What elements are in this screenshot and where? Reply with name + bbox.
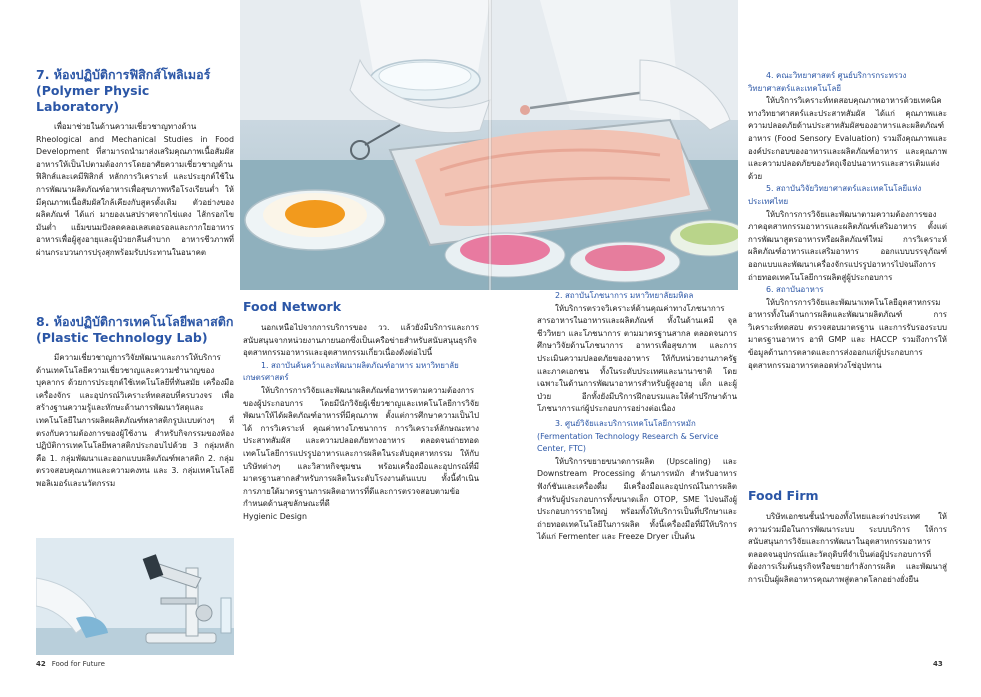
- item-2-title: 2. สถาบันโภชนาการ มหาวิทยาลัยมหิดล: [555, 291, 694, 300]
- left-page-number: 42: [36, 660, 46, 668]
- section-8-title-en: (Plastic Technology Lab): [36, 330, 208, 345]
- item-6-body: ให้บริการการวิจัยและพัฒนาเทคโนโลยีอุตสาหกรรมอาหารทั้งในด้านการผลิตและพัฒนาผลิตภัณฑ์ การวิเคราะห์ทดสอบ ตรวจสอบมาตรฐาน และการรับรองระบบมาตรฐานอาหาร อาทิ GMP และ HACCP รวมถึงการให้ข้อมูลด้านการตลาดและการส่งออกแก่ผู้ประกอบการอุตสาหกรรมอาหารตลอดห่วงโซ่อุปทาน: [748, 297, 947, 370]
- item-3-body: ให้บริการขยายขนาดการผลิต (Upscaling) และ Downstream Processing ด้านการหมัก สำหรับอาหารฟังก์ชันและเครื่องดื่ม มีเครื่องมือและอุปกรณ์ในการผลิตสำหรับผู้ประกอบการทั้งขนาดเล็ก OTOP, SME ไปจนถึงผู้ประกอบการรายใหญ่ พร้อมทั้งให้บริการเป็นที่ปรึกษาและถ่ายทอดเทคโนโลยีในการผลิต ทั้งนี้เครื่องมือที่มีให้บริการ ได้แก่ Fermenter และ Freeze Dryer เป็นต้น: [537, 456, 737, 542]
- item-4-body: ให้บริการวิเคราะห์ทดสอบคุณภาพอาหารด้วยเทคนิคทางวิทยาศาสตร์และประสาทสัมผัส ได้แก่ คุณภาพและความปลอดภัยด้านประสาทสัมผัสของอาหารและผลิตภัณฑ์อาหาร (Food Sensory Evaluation) รวมถึงคุณภาพและองค์ประกอบของอาหารและผลิตภัณฑ์อาหาร และคุณภาพและความปลอดภัยของวัตถุเจือปนอาหารและสารเติมแต่งด้วย: [748, 96, 947, 181]
- food-firm-section: [748, 488, 947, 587]
- section-8: [36, 314, 234, 491]
- section-7-body: เพื่อมาช่วยในด้านความเชี่ยวชาญทางด้าน Rheological and Mechanical Studies in Food Development ที่สามารถนำมาส่งเสริมคุณภาพเนื้อสัมผัสอาหารให้เป็นไปตามต้องการโดยอาศัยความเชี่ยวชาญด้านฟิสิกส์และเคมีฟิสิกส์ หลักการวิเคราะห์ และประยุกต์ใช้ในการพัฒนาผลิตภัณฑ์อาหารเพื่อสุขภาพหรือโรงเรียนต่ำ ให้มีคุณภาพเนื้อสัมผัสใกล้เคียงกับสูตรดั้งเดิม ตัวอย่างของผลิตภัณฑ์ ได้แก่ มายองเนสปราศจากไข่แดง ไส้กรอกไขมันต่ำ แย้มขนมปังลดคลอเลสเตอรอลและกากใยอาหาร อาหารเพื่อผู้สูงอายุและผู้ป่วยกลืนลำบาก อาหารชีวภาพที่ผ่านกระบวนการปรุงสุกพร้อมรับประทานในอนาคต: [36, 122, 234, 257]
- right-col-b: [748, 70, 947, 372]
- right-footer: [933, 660, 949, 668]
- food-network-intro: นอกเหนือไปจากการบริการของ วว. แล้วยังมีบริการและการสนับสนุนจากหน่วยงานภายนอกซึ่งเป็นเครือข่ายสำหรับสนับสนุนธุรกิจอุตสาหกรรมอาหารและอุตสาหกรรมเกี่ยวเนื่องดังต่อไปนี้: [243, 323, 479, 358]
- left-footer: [36, 660, 105, 668]
- left-footer-label: Food for Future: [51, 660, 105, 668]
- item-1-end: Hygienic Design: [243, 511, 307, 521]
- food-firm-body: บริษัทเอกชนชั้นนำของทั้งไทยและต่างประเทศ ให้ความร่วมมือในการพัฒนาระบบ ระบบบริการ ให้การสนับสนุนการวิจัยและการพัฒนาในอุตสาหกรรมอาหาร ตลอดจนอุปกรณ์และวัตถุดิบที่จำเป็นต่อผู้ประกอบการที่ต้องการเริ่มต้นธุรกิจหรือขยายกำลังการผลิต และพัฒนาสู่การเป็นผู้ผลิตอาหารคุณภาพสู่ตลาดโลกอย่างยั่งยืน: [748, 512, 947, 584]
- section-7: [36, 67, 234, 260]
- item-1-body: ให้บริการการวิจัยและพัฒนาผลิตภัณฑ์อาหารตามความต้องการของผู้ประกอบการ โดยมีนักวิจัยผู้เชี่ยวชาญและเทคโนโลยีการวิจัยพัฒนาให้ได้ผลิตภัณฑ์อาหารที่มีคุณภาพ ตั้งแต่การศึกษาความเป็นไปได้ การวิเคราะห์ คุณค่าทางโภชนาการ การวิเคราะห์ลักษณะทางประสาทสัมผัส และความปลอดภัยทางอาหาร ตลอดจนถ่ายทอดเทคโนโลยีการแปรรูปอาหารและการผลิตในระดับอุตสาหกรรม ให้กับบริษัทต่างๆ และวิสาหกิจชุมชน พร้อมเครื่องมือและอุปกรณ์ที่มีมาตรฐานสากลสำหรับการผลิตในระดับโรงงานต้นแบบ ทั้งนี้ดำเนินการภายใต้มาตรฐานการผลิตอาหารที่ดีและการตรวจสอบตามข้อกำหนดด้านสุขลักษณะที่ดี: [243, 385, 479, 509]
- food-network-heading: Food Network: [243, 299, 342, 314]
- food-network-column: [243, 299, 479, 524]
- item-4-title: 4. คณะวิทยาศาสตร์ ศูนย์บริการกระทรวงวิทยาศาสตร์และเทคโนโลยี: [748, 71, 907, 93]
- lab-photo: [36, 538, 234, 655]
- page-gutter: [488, 0, 492, 290]
- item-3-title: 3. ศูนย์วิจัยและบริการเทคโนโลยีการหมัก (Fermentation Technology Research & Service Center, FTC): [537, 418, 719, 454]
- section-8-title-th: 8. ห้องปฏิบัติการเทคโนโลยีพลาสติก: [36, 314, 234, 329]
- item-6-title: 6. สถาบันอาหาร: [766, 285, 824, 295]
- right-page-number: 43: [933, 660, 943, 668]
- item-5-title: 5. สถาบันวิจัยวิทยาศาสตร์และเทคโนโลยีแห่งประเทศไทย: [748, 184, 922, 206]
- microscope-illustration: [36, 538, 234, 655]
- item-5-body: ให้บริการการวิจัยและพัฒนาตามความต้องการของภาคอุตสาหกรรมอาหารและผลิตภัณฑ์เสริมอาหาร ตั้งแต่การพัฒนาสูตรอาหารหรือผลิตภัณฑ์ใหม่ การวิเคราะห์ผลิตภัณฑ์อาหารและเสริมอาหาร ออกแบบบรรจุภัณฑ์ ออกแบบและพัฒนาเครื่องจักรแปรรูปอาหารไปจนถึงการถ่ายทอดเทคโนโลยีการผลิตสู่ผู้ประกอบการ: [748, 209, 947, 282]
- right-col-a: [537, 290, 737, 544]
- item-2-body: ให้บริการตรวจวิเคราะห์ด้านคุณค่าทางโภชนาการ สารอาหารในอาหารและผลิตภัณฑ์ ทั้งในด้านเคมี จุลชีววิทยา และโภชนาการ ตามมาตรฐานสากล ตลอดจนการศึกษาวิจัยด้านโภชนาการ อาหารเพื่อสุขภาพ และการประเมินความปลอดภัยของอาหาร ให้กับหน่วยงานภาครัฐและภาคเอกชน ทั้งในระดับประเทศและนานาชาติ โดยเฉพาะในด้านการพัฒนาอาหารสำหรับผู้สูงอายุ เด็ก และผู้ป่วย อีกทั้งยังมีบริการฝึกอบรมและให้คำปรึกษาด้านโภชนาการแก่ผู้ประกอบการอย่างต่อเนื่อง: [537, 303, 737, 414]
- food-firm-heading: Food Firm: [748, 488, 819, 503]
- section-7-title-en: (Polymer Physic Laboratory): [36, 83, 150, 114]
- section-7-title-th: 7. ห้องปฏิบัติการฟิสิกส์โพลิเมอร์: [36, 67, 211, 82]
- item-1-title: 1. สถาบันค้นคว้าและพัฒนาผลิตภัณฑ์อาหาร มหาวิทยาลัยเกษตรศาสตร์: [243, 360, 459, 383]
- section-8-body: มีความเชี่ยวชาญการวิจัยพัฒนาและการให้บริการด้านเทคโนโลยีความเชี่ยวชาญและความชำนาญของบุคลากร ด้วยการประยุกต์ใช้เทคโนโลยีที่ทันสมัย เครื่องมือ เครื่องจักร และอุปกรณ์วิเคราะห์ทดสอบที่ครบวงจร เพื่อสร้างฐานความรู้และทักษะด้านการพัฒนาวัสดุและเทคโนโลยีในการผลิตผลิตภัณฑ์พลาสติกรูปแบบต่างๆ ที่ตรงกับความต้องการของผู้ใช้งาน สำหรับกิจกรรมของห้องปฏิบัติการเทคโนโลยีพลาสติกประกอบไปด้วย 3 กลุ่มหลัก คือ 1. กลุ่มพัฒนาและออกแบบผลิตภัณฑ์พลาสติก 2. กลุ่มตรวจสอบคุณภาพและความคงทน และ 3. กลุ่มเทคโนโลยีพอลิเมอร์และนวัตกรรม: [36, 353, 234, 488]
